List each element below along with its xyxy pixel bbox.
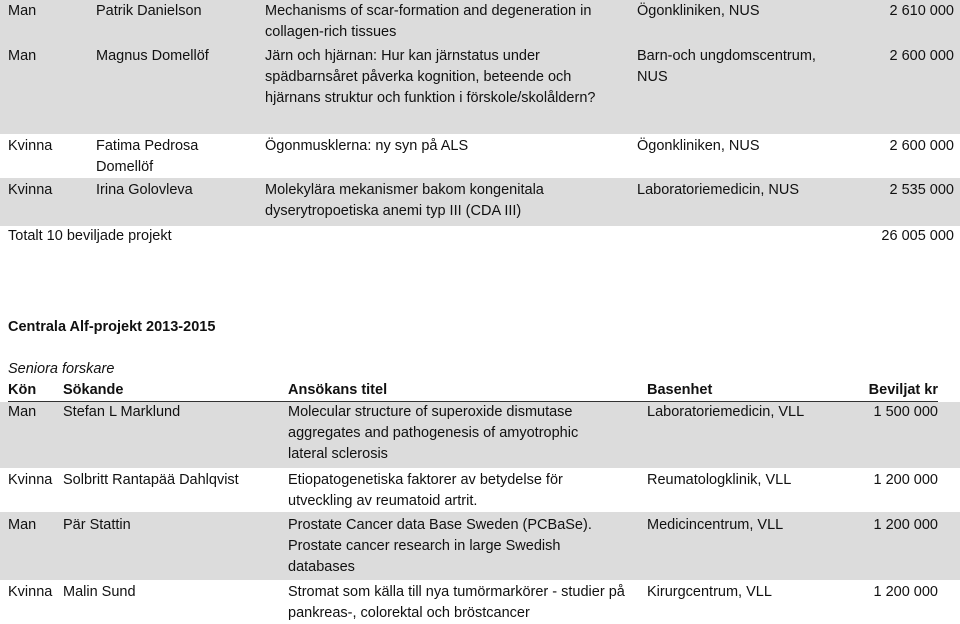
gender-cell: Man: [8, 404, 37, 420]
name-cell: Pär Stattin: [63, 517, 131, 533]
amount-cell: 2 610 000: [889, 3, 954, 19]
base-cell: Ögonkliniken, NUS: [637, 3, 760, 19]
table-row: [0, 512, 960, 580]
amount-cell: 1 200 000: [873, 472, 938, 488]
amount-cell: 2 535 000: [889, 182, 954, 198]
name-cell: Magnus Domellöf: [96, 48, 209, 64]
name-cell: Irina Golovleva: [96, 182, 193, 198]
name-cell: Fatima Pedrosa Domellöf: [96, 138, 199, 175]
header-name: Sökande: [63, 382, 124, 398]
table-row: [0, 0, 960, 44]
base-cell: Kirurgcentrum, VLL: [647, 584, 772, 600]
title-cell: Stromat som källa till nya tumörmarkörer - studier på pankreas-, colorektal och bröstcancer: [288, 584, 625, 621]
base-cell: Laboratoriemedicin, VLL: [647, 404, 805, 420]
amount-cell: 1 200 000: [873, 584, 938, 600]
amount-cell: 1 200 000: [873, 517, 938, 533]
title-cell: Mechanisms of scar-formation and degeneration in collagen-rich tissues: [265, 3, 592, 40]
table-row: [0, 580, 960, 623]
header-base: Basenhet: [647, 382, 713, 398]
title-cell: Molecular structure of superoxide dismutase aggregates and pathogenesis of amyotrophic lateral sclerosis: [288, 404, 579, 462]
amount-cell: 1 500 000: [873, 404, 938, 420]
gender-cell: Kvinna: [8, 182, 53, 198]
title-cell: Ögonmusklerna: ny syn på ALS: [265, 138, 469, 154]
gender-cell: Kvinna: [8, 472, 53, 488]
section-subheading: Seniora forskare: [8, 361, 115, 377]
gender-cell: Man: [8, 3, 37, 19]
title-cell: Prostate Cancer data Base Sweden (PCBaSe). Prostate cancer research in large Swedish databases: [288, 517, 592, 575]
title-cell: Molekylära mekanismer bakom kongenitala dyserytropoetiska anemi typ III (CDA III): [265, 182, 544, 219]
table-row: [0, 134, 960, 178]
name-cell: Solbritt Rantapää Dahlqvist: [63, 472, 239, 488]
total-row: [0, 226, 960, 250]
amount-cell: 2 600 000: [889, 138, 954, 154]
base-cell: Ögonkliniken, NUS: [637, 138, 760, 154]
title-cell: Etiopatogenetiska faktorer av betydelse för utveckling av reumatoid artrit.: [288, 472, 563, 509]
total-amount: 26 005 000: [881, 228, 954, 244]
table-row: [0, 178, 960, 226]
table-header: [0, 380, 960, 402]
base-cell: Reumatologklinik, VLL: [647, 472, 792, 488]
base-cell: Barn-och ungdomscentrum, NUS: [637, 48, 816, 85]
base-cell: Laboratoriemedicin, NUS: [637, 182, 799, 198]
amount-cell: 2 600 000: [889, 48, 954, 64]
title-cell: Järn och hjärnan: Hur kan järnstatus under spädbarnsåret påverka kognition, beteende och hjärnans struktur och funktion i förskole/skolåldern?: [265, 48, 596, 106]
gender-cell: Man: [8, 48, 37, 64]
gender-cell: Kvinna: [8, 584, 53, 600]
section-heading: Centrala Alf-projekt 2013-2015: [8, 319, 216, 335]
header-gender: Kön: [8, 382, 37, 398]
name-cell: Malin Sund: [63, 584, 136, 600]
name-cell: Patrik Danielson: [96, 3, 202, 19]
base-cell: Medicincentrum, VLL: [647, 517, 784, 533]
total-label: Totalt 10 beviljade projekt: [8, 228, 172, 244]
header-title: Ansökans titel: [288, 382, 388, 398]
name-cell: Stefan L Marklund: [63, 404, 181, 420]
gender-cell: Kvinna: [8, 138, 53, 154]
gender-cell: Man: [8, 517, 37, 533]
header-amount: Beviljat kr: [868, 382, 938, 398]
table-row: [0, 468, 960, 512]
table-row: [0, 44, 960, 134]
table-row: [0, 402, 960, 468]
